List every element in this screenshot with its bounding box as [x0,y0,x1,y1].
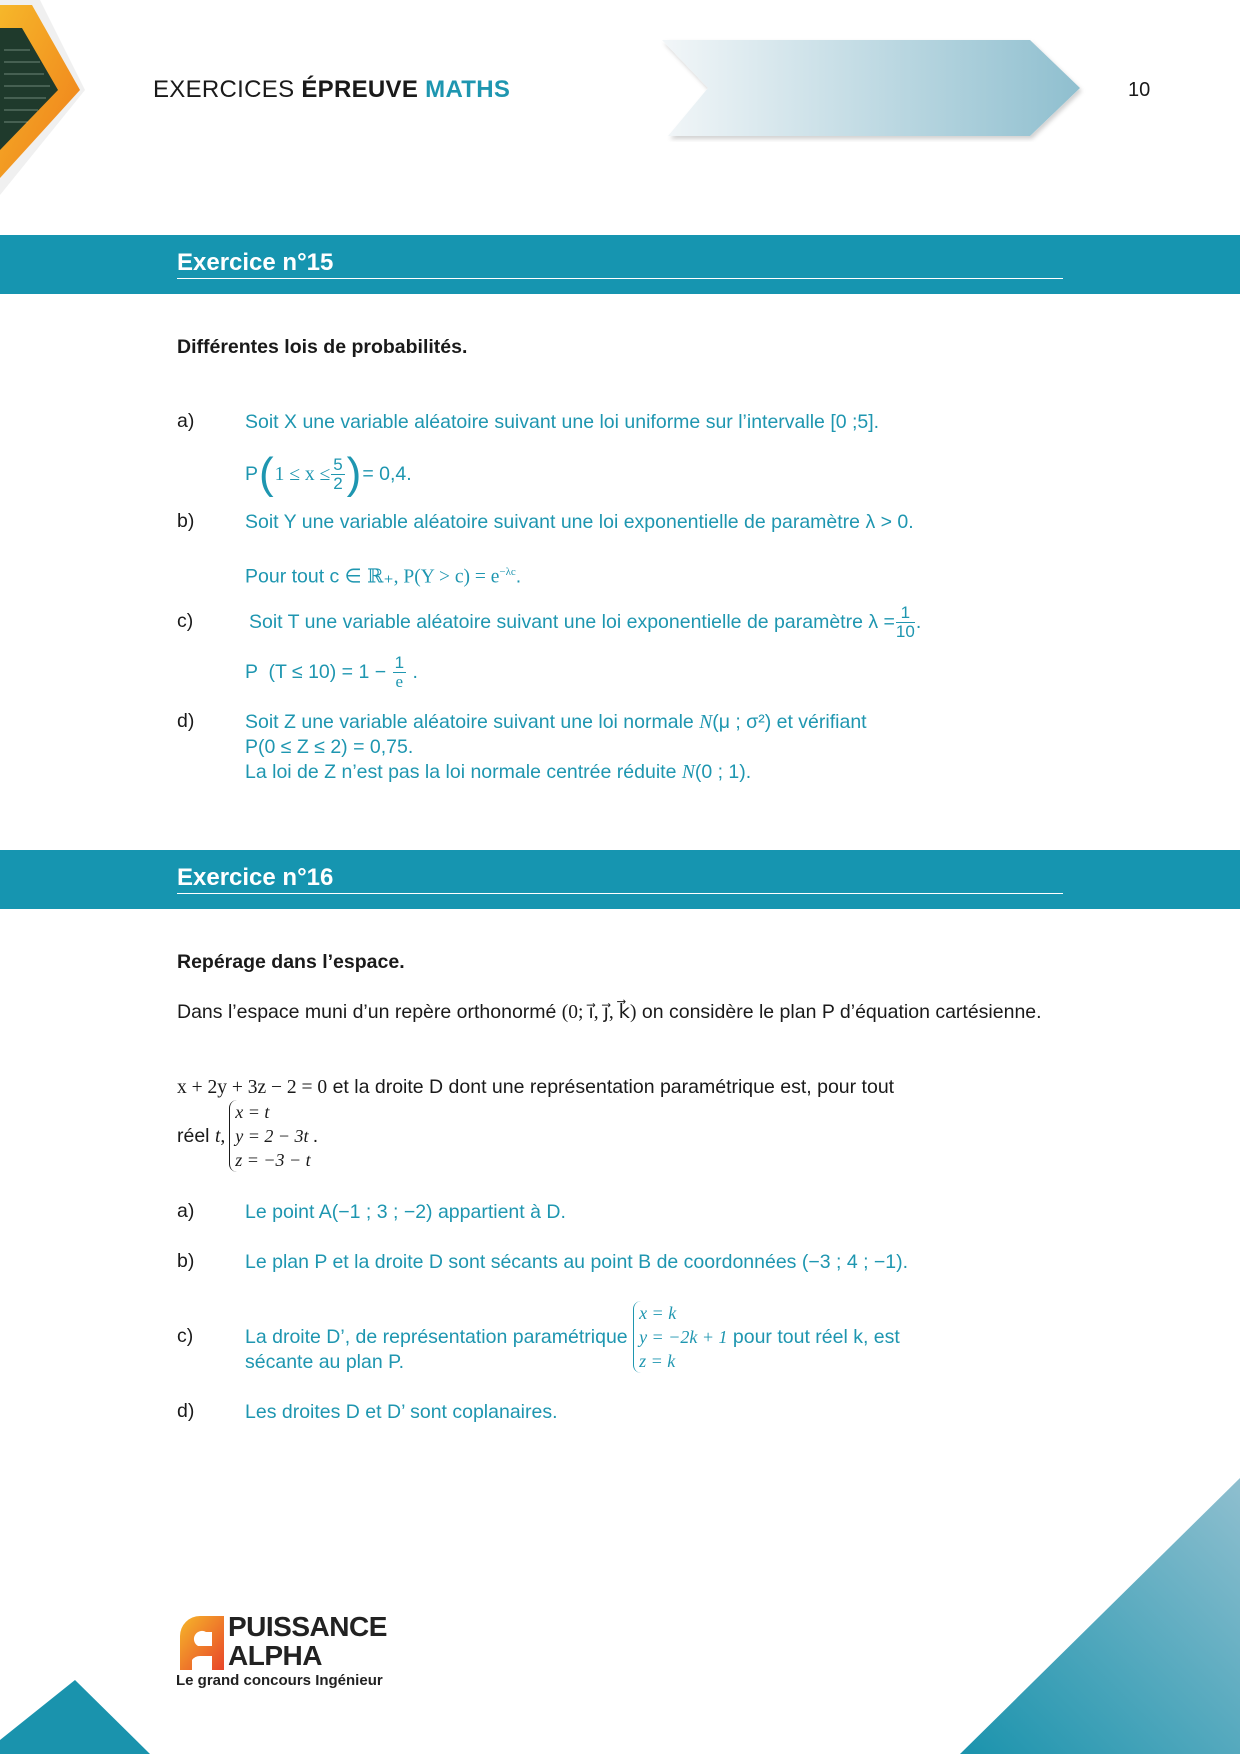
ex15-c-fraction-e [393,654,406,691]
footer-decoration [0,1470,1240,1754]
param-line-z: z = −3 − t [235,1150,311,1170]
exercise-15-title: Exercice n°15 [177,249,1063,279]
ex15-c-frac2-den: e [395,671,404,691]
ex16-c-post: pour tout réel k, est [727,1325,900,1348]
ex15-a-p: P [245,462,259,485]
ex15-a-formula [245,450,412,498]
exercise-16-title: Exercice n°16 [177,864,1063,894]
ex15-c-text: Soit T une variable aléatoire suivant une loi exponentielle de paramètre λ = [249,610,895,633]
header-title-part1: EXERCICES [153,76,302,103]
ex16-c-line2: sécante au plan P. [245,1351,405,1373]
ex15-c-frac-den: 10 [895,621,915,641]
ex15-d-line1-pre: Soit Z une variable aléatoire suivant une loi normale [245,711,700,733]
ex15-d-line3-pre: La loi de Z n’est pas la loi normale centrée réduite [245,761,682,783]
item-label: d) [177,710,195,732]
param-line-x: x = t [235,1102,270,1122]
item-label: d) [177,1400,195,1422]
ex15-d-line1-post: (μ ; σ²) et vérifiant [712,711,867,733]
ex15-b-pre: Pour tout c ∈ [245,565,368,588]
ex15-b-formula [245,560,521,590]
ex16-b-statement: Le plan P et la droite D sont sécants au point B de coordonnées (−3 ; 4 ; −1). [245,1251,909,1273]
right-paren-icon: ) [346,449,362,498]
item-label: c) [177,610,194,632]
ex16-line-param [177,1100,318,1172]
exercise-16-subtitle: Repérage dans l’espace. [177,951,405,973]
ex16-a-statement: Le point A(−1 ; 3 ; −2) appartient à D. [245,1201,566,1223]
item-label: c) [177,1325,194,1347]
ex16-equation-line [177,1075,894,1100]
left-paren-icon: ( [259,449,274,498]
ex15-d-line3 [245,760,751,785]
ex15-c-frac-num: 1 [896,604,915,623]
ex16-frame: (0; i⃗, j⃗, k⃗) [561,1002,637,1023]
ex15-b-statement: Soit Y une variable aléatoire suivant une loi exponentielle de paramètre λ > 0. [245,511,914,533]
ex16-intro-post: on considère le plan P d’équation cartésienne. [636,1001,1042,1023]
ex15-c-pre: P (T ≤ 10) = 1 − [245,660,392,683]
ex15-a-result: = 0,4. [362,462,412,485]
ex15-c-dot: . [915,610,922,633]
ex15-c-frac2-num: 1 [394,652,405,672]
item-label: b) [177,1250,195,1272]
exercise-15-banner [0,235,1240,294]
logo-tagline: Le grand concours Ingénieur [176,1672,383,1689]
param-line-y: y = 2 − 3t [235,1126,309,1146]
ex16-d-statement: Les droites D et D’ sont coplanaires. [245,1401,558,1423]
ex15-a-ineq: 1 ≤ x ≤ [274,463,331,485]
ex16-param-t: t, [214,1125,226,1147]
ex15-d-line2: P(0 ≤ Z ≤ 2) = 0,75. [245,736,414,758]
item-label: a) [177,410,195,432]
ex15-a-frac-num: 5 [333,454,343,474]
puissance-alpha-logo-icon [176,1614,228,1672]
ex15-c-statement [249,598,921,646]
ex15-d-line3-post: (0 ; 1). [694,761,752,783]
ex16-param-dot: . [312,1124,319,1147]
corner-decoration [0,0,110,200]
ex15-b-math: ℝ₊, P(Y > c) = e [367,566,500,588]
sys-line-y: y = −2k + 1 [639,1327,728,1347]
ex15-a-statement: Soit X une variable aléatoire suivant une loi uniforme sur l’intervalle [0 ;5]. [245,411,880,433]
ex16-intro [177,1000,1063,1025]
ex15-a-fraction [331,456,344,493]
ex15-d-line1 [245,710,867,735]
page-number: 10 [1128,79,1151,101]
ex15-c-fraction [896,604,915,641]
ex15-b-exponent: −λc [499,566,516,578]
sys-line-x: x = k [639,1303,677,1323]
ex16-plane-equation: x + 2y + 3z − 2 = 0 [177,1077,328,1098]
ex15-c-formula [245,648,418,696]
ex15-b-post: . [515,565,522,588]
item-label: a) [177,1200,195,1222]
header-arrow-banner [660,38,1090,142]
ex16-param-pre: réel [177,1124,215,1147]
header-title-part3: MATHS [425,76,511,103]
ex15-a-frac-den: 2 [333,473,343,493]
ex15-d-normal-symbol: N [699,712,713,733]
ex16-equation-post: et la droite D dont une représentation paramétrique est, pour tout [327,1076,895,1098]
ex16-c-pre: La droite D’, de représentation paramétrique [245,1325,634,1348]
document-header-title [153,76,510,104]
logo-wordmark [228,1612,387,1670]
exercise-15-subtitle: Différentes lois de probabilités. [177,336,468,358]
item-label: b) [177,510,195,532]
logo-line-2: ALPHA [228,1640,322,1671]
ex16-c-system [633,1301,727,1373]
header-title-part2: ÉPREUVE [301,76,426,103]
exercise-16-banner [0,850,1240,909]
ex15-d-normal-symbol-2: N [681,762,695,783]
sys-line-z: z = k [639,1351,676,1371]
ex15-c-post: . [407,660,418,683]
ex16-intro-pre: Dans l’espace muni d’un repère orthonormé [177,1001,562,1023]
logo-line-1: PUISSANCE [228,1611,387,1642]
ex16-param-system [229,1100,310,1172]
